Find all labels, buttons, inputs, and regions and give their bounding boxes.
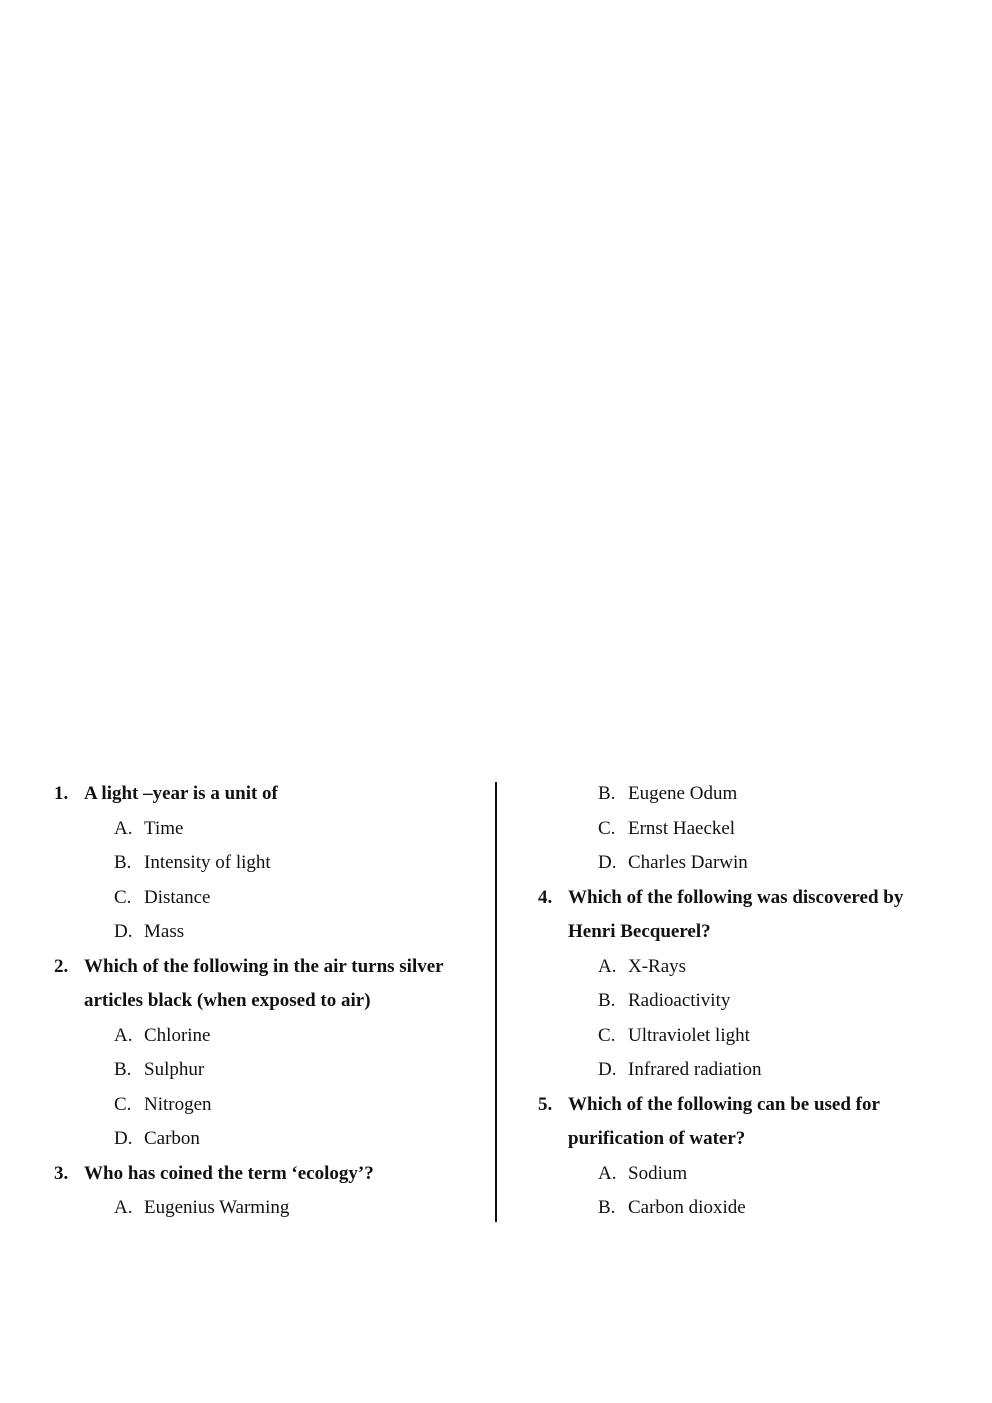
option-letter: D. (598, 1059, 617, 1080)
answer-option (54, 1196, 474, 1231)
option-text: Carbon (144, 1128, 200, 1149)
question-text: purification of water? (568, 1128, 746, 1149)
option-text: X-Rays (628, 955, 687, 977)
answer-option (54, 817, 474, 852)
answer-option (54, 1024, 474, 1059)
option-letter: D. (598, 852, 617, 873)
option-text: Charles Darwin (628, 852, 748, 873)
right-column (538, 782, 958, 1231)
option-letter: B. (598, 1197, 616, 1218)
option-text: Radioactivity (628, 990, 731, 1011)
column-divider (495, 782, 497, 1222)
question-line (538, 920, 958, 955)
question-number: 3. (54, 1162, 69, 1184)
answer-option (538, 817, 958, 852)
question-number: 2. (54, 955, 69, 977)
option-letter: B. (598, 783, 616, 804)
answer-option (538, 851, 958, 886)
question-line (538, 886, 958, 921)
option-letter: A. (114, 817, 133, 839)
question-line (538, 1127, 958, 1162)
option-letter: A. (114, 1197, 133, 1218)
option-text: Nitrogen (144, 1093, 212, 1115)
question-line (538, 1093, 958, 1128)
option-letter: A. (598, 1162, 617, 1184)
option-letter: B. (114, 852, 132, 873)
answer-option (538, 1058, 958, 1093)
option-text: Eugene Odum (628, 783, 738, 804)
question-text: Which of the following can be used for (568, 1093, 880, 1115)
answer-option (54, 1093, 474, 1128)
question-number: 5. (538, 1093, 553, 1115)
answer-option (54, 1127, 474, 1162)
answer-option (538, 989, 958, 1024)
option-text: Ultraviolet light (628, 1024, 750, 1046)
option-text: Carbon dioxide (628, 1197, 746, 1218)
answer-option (538, 955, 958, 990)
answer-option (54, 920, 474, 955)
option-letter: C. (598, 1024, 616, 1046)
option-letter: A. (114, 1024, 133, 1046)
option-text: Infrared radiation (628, 1059, 762, 1080)
question-line (54, 782, 474, 817)
answer-option (54, 886, 474, 921)
option-text: Time (144, 817, 184, 839)
question-text: Who has coined the term ‘ecology’? (84, 1162, 374, 1184)
left-column (54, 782, 474, 1231)
answer-option (538, 1196, 958, 1231)
answer-option (538, 1024, 958, 1059)
option-letter: C. (114, 1093, 132, 1115)
question-line (54, 955, 474, 990)
question-line (54, 1162, 474, 1197)
answer-option (538, 782, 958, 817)
option-text: Sulphur (144, 1059, 205, 1080)
option-text: Sodium (628, 1162, 688, 1184)
option-text: Intensity of light (144, 852, 271, 873)
option-letter: B. (598, 990, 616, 1011)
question-line (54, 989, 474, 1024)
option-letter: C. (598, 817, 616, 839)
question-number: 1. (54, 783, 69, 804)
answer-option (54, 1058, 474, 1093)
option-letter: C. (114, 886, 132, 908)
option-text: Distance (144, 886, 211, 908)
question-text: Which of the following was discovered by (568, 886, 904, 908)
question-text: Which of the following in the air turns silver (84, 955, 444, 977)
answer-option (54, 851, 474, 886)
option-text: Chlorine (144, 1024, 211, 1046)
question-text: A light –year is a unit of (84, 783, 278, 804)
answer-option (538, 1162, 958, 1197)
question-number: 4. (538, 886, 553, 908)
option-text: Eugenius Warming (144, 1197, 290, 1218)
question-text: articles black (when exposed to air) (84, 990, 371, 1011)
option-letter: A. (598, 955, 617, 977)
option-letter: D. (114, 1128, 133, 1149)
option-letter: B. (114, 1059, 132, 1080)
option-text: Ernst Haeckel (628, 817, 736, 839)
option-letter: D. (114, 921, 133, 942)
option-text: Mass (144, 921, 185, 942)
question-text: Henri Becquerel? (568, 921, 711, 942)
